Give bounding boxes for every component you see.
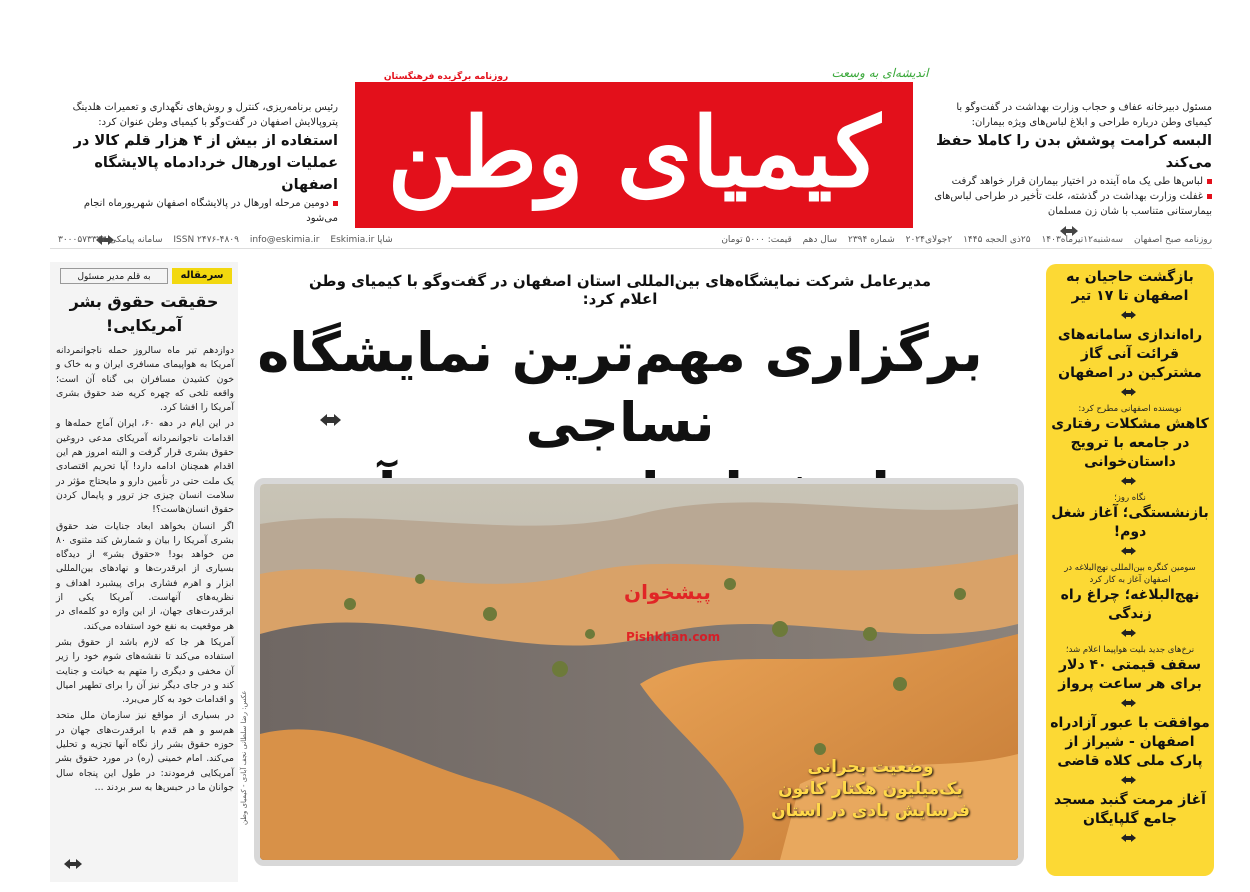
watermark-url: Pishkhan.com [626,630,721,644]
sidebar-item[interactable] [1050,326,1210,398]
sidebar-item-headline: نهج‌البلاغه؛ چراغ راه زندگی [1060,587,1200,622]
photo-credit: عکس: رضا سلطانی نجف آبادی - کیمیای وطن [240,690,248,825]
website-link[interactable]: Eskimia.ir [330,235,375,245]
sidebar-item-kicker: سومین کنگره بین‌المللی نهج‌البلاغه در اصفهان آغاز به کار کرد [1064,563,1196,585]
story-headline: عملیات اورهال خردادماه پالایشگاه اصفهان [94,155,338,193]
top-right-story[interactable] [930,100,1212,242]
sidebar-item-headline: کاهش مشکلات رفتاری در جامعه با ترویج داستان‌خوانی [1051,416,1209,470]
sidebar-item-headline: موافقت با عبور آزادراه اصفهان - شیراز از پارک ملی کلاه قاضی [1050,715,1210,769]
editorial-title[interactable]: حقیقت حقوق بشر آمریکایی! [69,292,219,335]
more-arrow-icon [1119,386,1141,398]
logo-text: کیمیای وطن [387,96,881,209]
paper-type: روزنامه صبح اصفهان [1133,235,1212,245]
more-arrow-icon [1119,545,1141,557]
sidebar-list [1050,268,1210,849]
sidebar-item[interactable] [1050,492,1210,557]
more-arrow-icon [1119,774,1141,786]
issue-year: سال دهم [802,235,838,245]
sidebar-item-headline: راه‌اندازی سامانه‌های قرائت آنی گاز مشترکین در اصفهان [1057,327,1203,381]
top-left-story[interactable] [56,100,338,251]
story-intro: مسئول دبیرخانه عفاف و حجاب وزارت بهداشت در گفت‌وگو با کیمیای وطن درباره طراحی و ابلاغ لباس‌های ویژه بیماران: [956,102,1212,128]
editorial-paragraph: دوازدهم تیر ماه سالروز حمله ناجوانمردانه آمریکا به هواپیمای مسافری ایران و به خاک و خون کشیدن مسافران بی گناه آن است؛ واقعه تلخی که چهره کریه ضد حقوق بشری آمریکا را افشا کرد. [56,345,234,414]
main-story-kicker: مدیرعامل شرکت نمایشگاه‌های بین‌المللی استان اصفهان در گفت‌وگو با کیمیای وطن اعلام کرد: [308,272,932,308]
editorial-paragraph: اگر انسان بخواهد ابعاد جنایات ضد حقوق بشری آمریکا را بیان و شمارش کند مثنوی ۸۰ من خواهد بود! «حقوق بشر» از دیدگاه بسیاری از ابرقدرت‌ها و نهادهای بین‌المللی ابزار و اهرم فشاری برای پیشبرد اهداف و نظریه‌های آنهاست. آمریکا یکی از ابرقدرت‌های جهان، از این واژه دو کلمه‌ای در هر موقعیت به نفع خود استفاده می‌کند. [56,520,234,632]
editorial-body [56,344,234,795]
photo-caption[interactable] [771,756,970,822]
sidebar-item-headline: بازنشستگی؛ آغاز شغل دوم! [1051,505,1209,540]
email-link[interactable]: info@eskimia.ir [249,235,320,245]
issue-price: قیمت: ۵۰۰۰ تومان [721,235,792,245]
issue-date-persian: سه‌شنبه۱۲تیرماه۱۴۰۳ [1041,235,1124,245]
more-arrow-icon [1119,832,1141,844]
sidebar-item-headline: آغاز مرمت گنبد مسجد جامع گلپایگان [1054,792,1206,827]
caption-line: وضعیت بحرانی [807,757,934,777]
masthead-logo[interactable] [355,82,913,228]
watermark-logo: پیشخوان [624,580,711,604]
sidebar-item[interactable] [1050,644,1210,709]
sidebar-item[interactable] [1050,562,1210,639]
sidebar-item-headline: سقف قیمتی ۴۰ دلار برای هر ساعت پرواز [1058,657,1202,692]
sidebar-item[interactable] [1050,791,1210,844]
story-bullet: غفلت وزارت بهداشت در گذشته، علت تأخیر در طراحی لباس‌های بیمارستانی متناسب با شان زن مسلمان [930,189,1212,219]
sidebar-item[interactable] [1050,714,1210,786]
editorial-paragraph: در این ایام در دهه ۶۰، ایران آماج حمله‌ها و اقدامات ناجوانمردانه آمریکای مدعی دروغین حقوق بشری قرار گرفت و البته امروز هم این اقدام همچنان ادامه دارد! آیا تحریم اقتصادی یک ملت حتی در تأمین دارو و مایحتاج مؤثر در سلامت انسان چیزی جز ترور و پایمال کردن حقوق انسان‌هاست؟! [56,418,234,516]
sidebar-item-kicker: نویسنده اصفهانی مطرح کرد: [1078,404,1182,414]
editorial-more-icon[interactable] [62,856,88,875]
issn: شاپا ISSN ۲۴۷۶-۴۸۰۹ [173,235,393,245]
sms-number: سامانه پیامکی ۳۰۰۰۵۷۳۳۳۳ [58,235,163,245]
issue-info-bar [50,232,1212,249]
editorial-author: به قلم مدیر مسئول [60,268,168,284]
contact-details [50,235,393,245]
sidebar-item-headline: بازگشت حاجیان به اصفهان تا ۱۷ تیر [1066,269,1194,304]
story-intro: رئیس برنامه‌ریزی، کنترل و روش‌های نگهداری و تعمیرات هلدینگ پتروپالایش اصفهان در گفت‌وگو با کیمیای وطن عنوان کرد: [72,102,338,128]
editorial-label: سرمقاله [172,268,232,284]
more-arrow-icon [1119,697,1141,709]
headline-line-1: برگزاری مهم‌ترین نمایشگاه نساجی [257,321,983,454]
more-arrow-icon [1119,309,1141,321]
story-bullet: لباس‌ها طی یک ماه آینده در اختیار بیماران قرار خواهد گرفت [930,174,1212,189]
issue-details [713,235,1212,245]
more-arrow-icon [1119,627,1141,639]
caption-line: یک‌میلیون هکتار کانون [778,779,963,799]
caption-line: فرسایش بادی در استان [771,801,970,821]
editorial-paragraph: آمریکا هر جا که لازم باشد از حقوق بشر استفاده می‌کند تا نقشه‌های شوم خود را زیر آن مخفی و دیگری را متهم به خیانت و جنایت کند و در جای دیگر نیز آن را برای تطهیر امیال و اقدامات خود به کار می‌برد. [56,636,234,706]
story-bullet: دومین مرحله اورهال در پالایشگاه اصفهان شهریورماه انجام می‌شود [56,196,338,226]
more-arrow-icon [1119,475,1141,487]
sidebar-item-kicker: نرخ‌های جدید بلیت هواپیما اعلام شد؛ [1065,645,1195,655]
story-headline: استفاده از بیش از ۴ هزار قلم کالا در [73,133,338,149]
editorial-paragraph: در بسیاری از مواقع نیز سازمان ملل متحد هم‌سو و هم قدم با ابرقدرت‌های جهان در حوزه حقوق بشر راز نگاه آنها تجزیه و تحلیل می‌کند. امام خمینی (ره) در مورد حقوق بشر آمریکایی فرمودند: در طول این پنجاه سال جوانان ما در حبس‌ها به سر بردند ... [56,710,234,793]
masthead-tagline: روزنامه برگزیده فرهنگستان [383,72,509,82]
sidebar-item[interactable] [1050,268,1210,321]
headline-arrow-icon [318,412,346,432]
issue-number: شماره ۲۳۹۴ [847,235,895,245]
story-headline: البسه کرامت پوشش بدن را کاملا حفظ می‌کند [935,133,1212,171]
sidebar-item-kicker: نگاه روز؛ [1114,493,1146,503]
issue-date-gregorian: ۲جولای۲۰۲۴ [905,235,953,245]
issue-date-hijri: ۲۵ذی الحجه ۱۴۴۵ [963,235,1031,245]
sidebar-item[interactable] [1050,403,1210,487]
masthead-slogan: اندیشه‌ای به وسعت [831,66,929,80]
